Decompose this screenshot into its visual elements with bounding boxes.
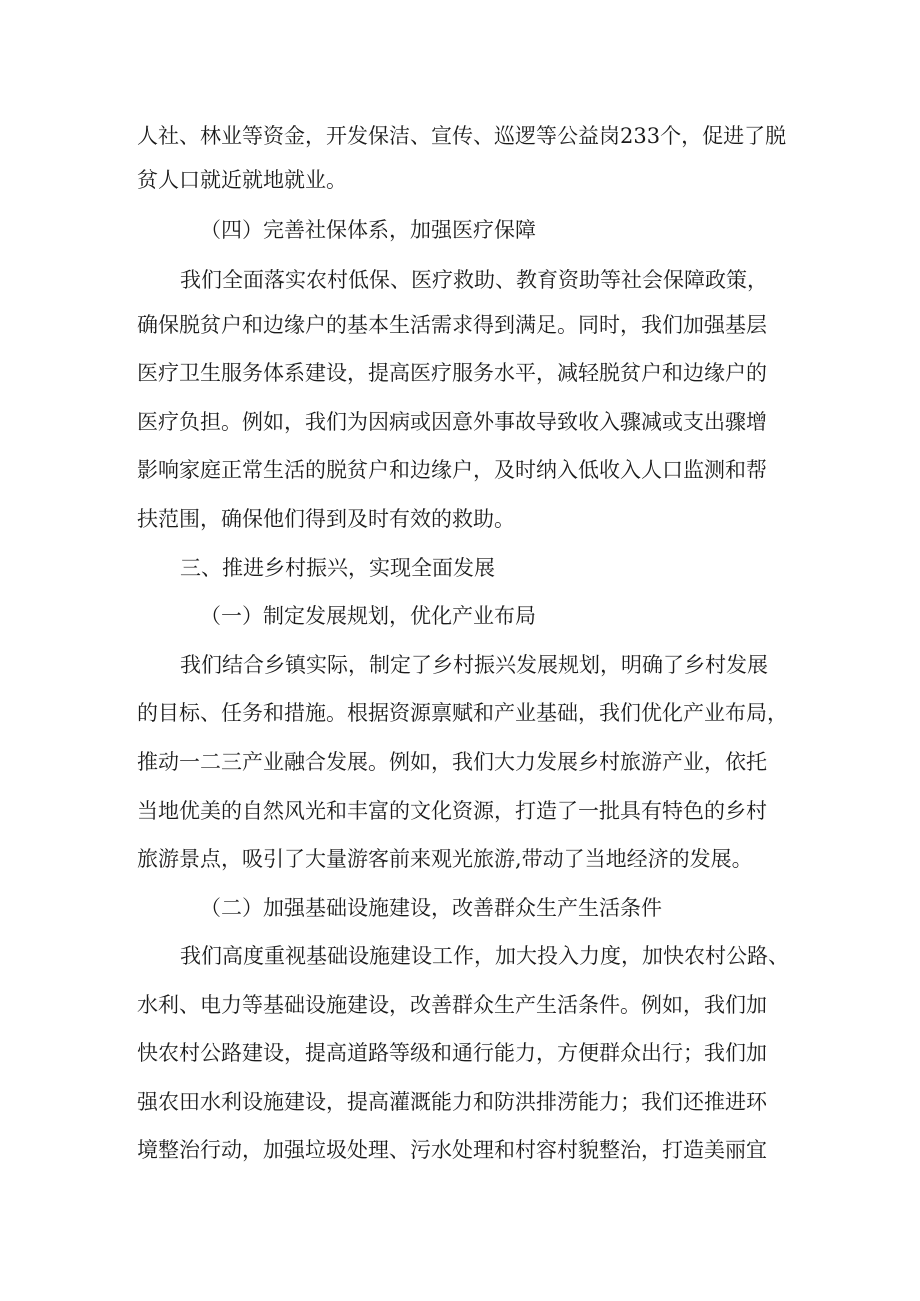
subsection-heading: （一）制定发展规划，优化产业布局 — [200, 604, 536, 628]
body-text-line: 影响家庭正常生活的脱贫户和边缘户，及时纳入低收入人口监测和帮 — [137, 458, 767, 482]
section-heading: 三、推进乡村振兴，实现全面发展 — [180, 556, 495, 580]
body-text-line: 境整治行动，加强垃圾处理、污水处理和村容村貌整治，打造美丽宜 — [137, 1138, 767, 1162]
body-text-line: 快农村公路建设，提高道路等级和通行能力，方便群众出行；我们加 — [137, 1041, 767, 1065]
body-text-line: 扶范围，确保他们得到及时有效的救助。 — [137, 507, 515, 531]
body-text-line: 医疗卫生服务体系建设，提高医疗服务水平，减轻脱贫户和边缘户的 — [137, 361, 767, 385]
body-text-line: 人社、林业等资金，开发保洁、宣传、巡逻等公益岗233个，促进了脱 — [137, 124, 787, 148]
body-text-line: 推动一二三产业融合发展。例如，我们大力发展乡村旅游产业，依托 — [137, 750, 767, 774]
paragraph-first-line: 我们全面落实农村低保、医疗救助、教育资助等社会保障政策， — [180, 268, 768, 292]
body-text-line: 水利、电力等基础设施建设，改善群众生产生活条件。例如，我们加 — [137, 993, 767, 1017]
body-text-line: 强农田水利设施建设，提高灌溉能力和防洪排涝能力；我们还推进环 — [137, 1090, 767, 1114]
body-text-line: 确保脱贫户和边缘户的基本生活需求得到满足。同时，我们加强基层 — [137, 313, 767, 337]
subsection-heading: （二）加强基础设施建设，改善群众生产生活条件 — [200, 896, 662, 920]
paragraph-first-line: 我们高度重视基础设施建设工作，加大投入力度，加快农村公路、 — [180, 944, 789, 968]
body-text-line: 旅游景点，吸引了大量游客前来观光旅游,带动了当地经济的发展。 — [137, 847, 753, 871]
paragraph-first-line: 我们结合乡镇实际，制定了乡村振兴发展规划，明确了乡村发展 — [180, 653, 768, 677]
body-text-line: 医疗负担。例如，我们为因病或因意外事故导致收入骤减或支出骤增 — [137, 410, 767, 434]
body-text-line: 贫人口就近就地就业。 — [137, 168, 347, 192]
subsection-heading: （四）完善社保体系，加强医疗保障 — [200, 218, 536, 242]
body-text-line: 当地优美的自然风光和丰富的文化资源，打造了一批具有特色的乡村 — [137, 799, 767, 823]
body-text-line: 的目标、任务和措施。根据资源禀赋和产业基础，我们优化产业布局， — [137, 701, 788, 725]
